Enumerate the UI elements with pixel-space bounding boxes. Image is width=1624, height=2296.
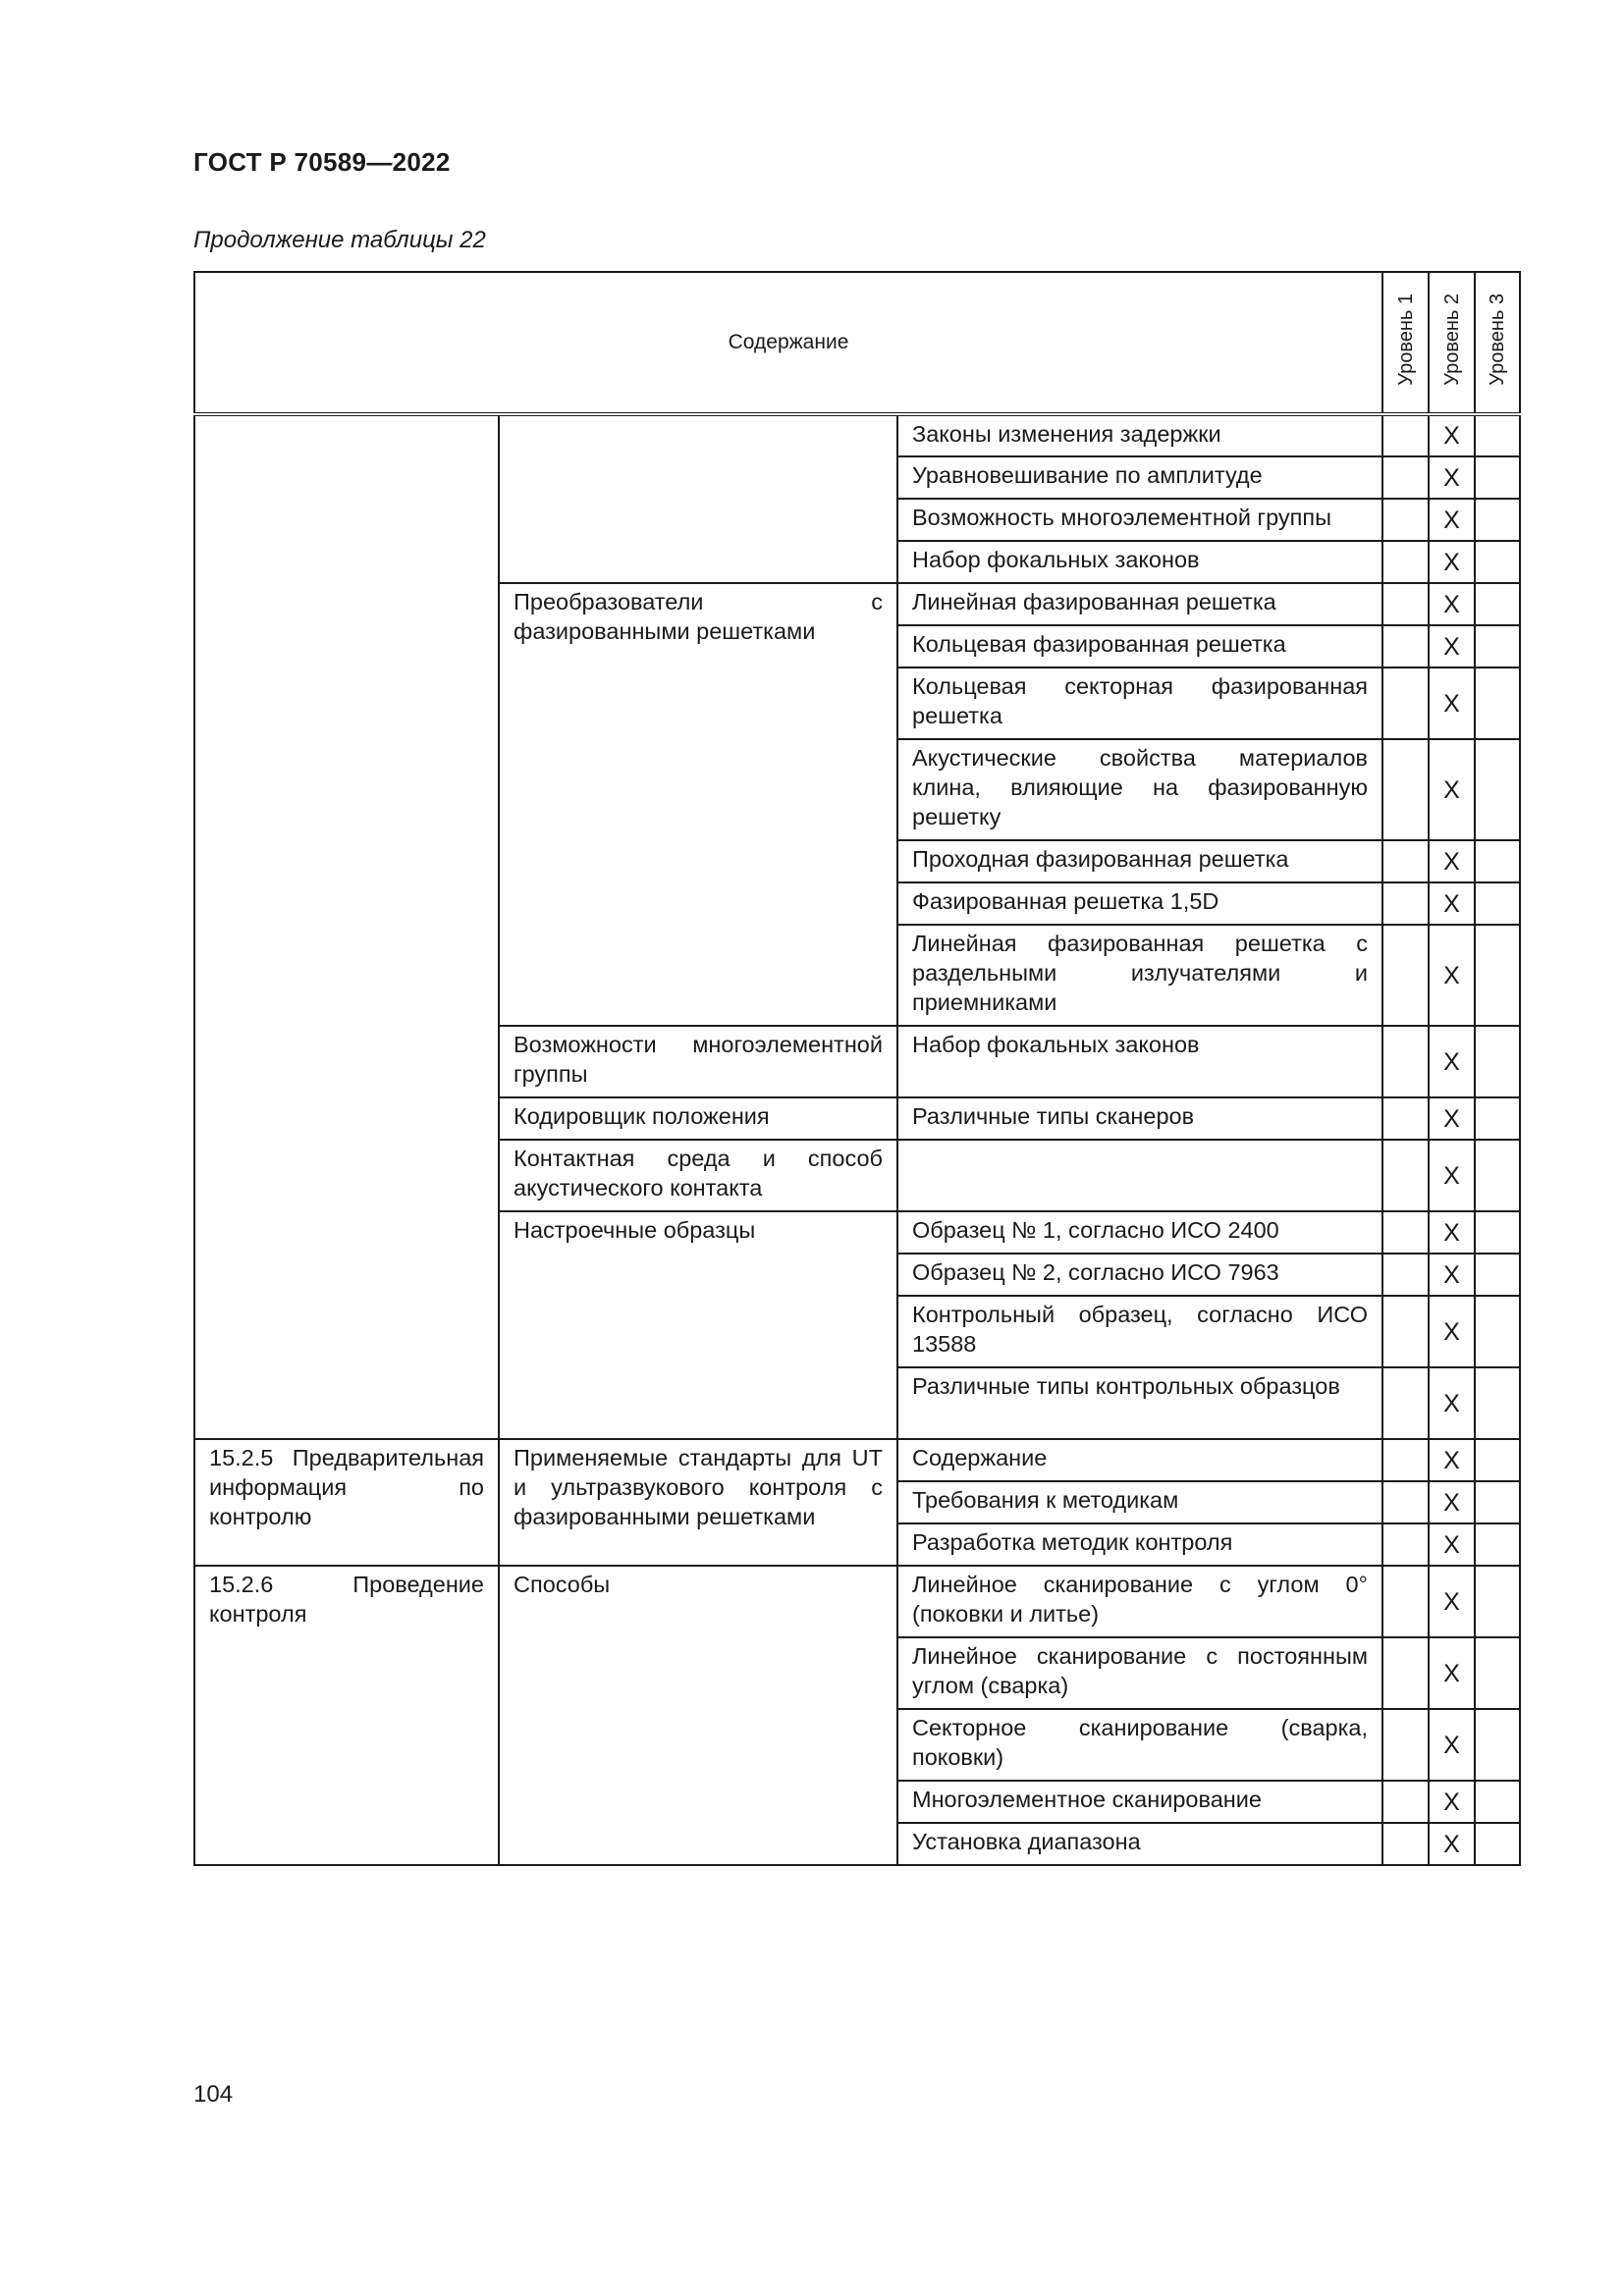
item-cell: Проходная фазированная решетка <box>897 840 1382 882</box>
level-3-cell <box>1475 541 1520 583</box>
header-level-2-label: Уровень 2 <box>1440 293 1463 386</box>
page-number: 104 <box>193 2081 234 2108</box>
level-2-mark: X <box>1429 1254 1475 1296</box>
level-1-cell <box>1382 739 1429 840</box>
level-3-cell <box>1475 1566 1520 1637</box>
level-3-cell <box>1475 1140 1520 1211</box>
level-1-cell <box>1382 1781 1429 1823</box>
level-3-cell <box>1475 1097 1520 1140</box>
item-cell: Возможность многоэлементной группы <box>897 499 1382 541</box>
item-cell: Контрольный образец, согласно ИСО 13588 <box>897 1296 1382 1367</box>
level-1-cell <box>1382 1709 1429 1781</box>
level-2-mark: X <box>1429 625 1475 667</box>
item-cell: Акустические свойства материалов клина, влияющие на фазированную решетку <box>897 739 1382 840</box>
level-3-cell <box>1475 1823 1520 1865</box>
level-1-cell <box>1382 667 1429 739</box>
level-1-cell <box>1382 1439 1429 1481</box>
item-cell: Набор фокальных законов <box>897 541 1382 583</box>
item-cell: Линейная фазированная решетка <box>897 583 1382 625</box>
item-cell: Кольцевая фазированная решетка <box>897 625 1382 667</box>
group-position-encoder: Кодировщик положения <box>499 1097 897 1140</box>
level-3-cell <box>1475 667 1520 739</box>
level-2-mark: X <box>1429 499 1475 541</box>
group-cell-continued <box>499 414 897 583</box>
level-3-cell <box>1475 583 1520 625</box>
level-2-mark: X <box>1429 583 1475 625</box>
level-1-cell <box>1382 1211 1429 1254</box>
level-2-mark: X <box>1429 1709 1475 1781</box>
item-cell: Линейное сканирование с постоянным углом (сварка) <box>897 1637 1382 1709</box>
level-1-cell <box>1382 1523 1429 1566</box>
item-cell: Набор фокальных законов <box>897 1026 1382 1097</box>
level-1-cell <box>1382 1637 1429 1709</box>
header-level-3-label: Уровень 3 <box>1487 293 1509 386</box>
level-3-cell <box>1475 1709 1520 1781</box>
level-1-cell <box>1382 1140 1429 1211</box>
level-2-mark: X <box>1429 1367 1475 1439</box>
level-1-cell <box>1382 414 1429 456</box>
level-1-cell <box>1382 499 1429 541</box>
level-2-mark: X <box>1429 1296 1475 1367</box>
level-2-mark: X <box>1429 1026 1475 1097</box>
competence-table <box>193 271 1521 1866</box>
table-row <box>194 414 1520 456</box>
level-3-cell <box>1475 1211 1520 1254</box>
group-calibration-blocks: Настроечные образцы <box>499 1211 897 1439</box>
section-cell-continued <box>194 414 499 1439</box>
section-15-2-5: 15.2.5 Предварительная информация по контролю <box>194 1439 499 1566</box>
table-caption: Продолжение таблицы 22 <box>193 227 486 253</box>
level-1-cell <box>1382 1367 1429 1439</box>
item-cell: Уравновешивание по амплитуде <box>897 456 1382 499</box>
item-cell: Требования к методикам <box>897 1481 1382 1523</box>
item-cell: Фазированная решетка 1,5D <box>897 882 1382 925</box>
level-3-cell <box>1475 414 1520 456</box>
level-1-cell <box>1382 583 1429 625</box>
level-2-mark: X <box>1429 739 1475 840</box>
group-standards: Применяемые стандарты для UT и ультразвукового контроля с фазированными решетками <box>499 1439 897 1566</box>
level-3-cell <box>1475 1254 1520 1296</box>
level-2-mark: X <box>1429 1140 1475 1211</box>
level-3-cell <box>1475 1523 1520 1566</box>
level-3-cell <box>1475 925 1520 1026</box>
header-level-2 <box>1429 272 1475 414</box>
level-1-cell <box>1382 882 1429 925</box>
level-2-mark: X <box>1429 925 1475 1026</box>
group-array-capabilities: Возможности многоэлементной группы <box>499 1026 897 1097</box>
level-2-mark: X <box>1429 1211 1475 1254</box>
level-1-cell <box>1382 1026 1429 1097</box>
group-methods: Способы <box>499 1566 897 1865</box>
item-cell: Секторное сканирование (сварка, поковки) <box>897 1709 1382 1781</box>
table-row <box>194 1566 1520 1637</box>
section-15-2-6: 15.2.6 Проведение контроля <box>194 1566 499 1865</box>
level-3-cell <box>1475 456 1520 499</box>
table-header-row <box>194 272 1520 414</box>
item-cell: Различные типы сканеров <box>897 1097 1382 1140</box>
level-3-cell <box>1475 499 1520 541</box>
level-1-cell <box>1382 1566 1429 1637</box>
item-cell-empty <box>897 1140 1382 1211</box>
level-2-mark: X <box>1429 1781 1475 1823</box>
level-1-cell <box>1382 1296 1429 1367</box>
item-cell: Образец № 1, согласно ИСО 2400 <box>897 1211 1382 1254</box>
level-2-mark: X <box>1429 667 1475 739</box>
item-cell: Линейное сканирование с углом 0° (поковки и литье) <box>897 1566 1382 1637</box>
level-1-cell <box>1382 1254 1429 1296</box>
level-3-cell <box>1475 739 1520 840</box>
group-phased-transducers: Преобразователи с фазированными решетками <box>499 583 897 1026</box>
level-1-cell <box>1382 840 1429 882</box>
header-level-1-label: Уровень 1 <box>1394 293 1417 386</box>
level-1-cell <box>1382 1097 1429 1140</box>
level-3-cell <box>1475 1637 1520 1709</box>
level-1-cell <box>1382 925 1429 1026</box>
level-2-mark: X <box>1429 456 1475 499</box>
level-3-cell <box>1475 1781 1520 1823</box>
level-3-cell <box>1475 1367 1520 1439</box>
level-2-mark: X <box>1429 1097 1475 1140</box>
group-couplant: Контактная среда и способ акустического контакта <box>499 1140 897 1211</box>
level-1-cell <box>1382 1481 1429 1523</box>
level-2-mark: X <box>1429 1823 1475 1865</box>
item-cell: Образец № 2, согласно ИСО 7963 <box>897 1254 1382 1296</box>
level-3-cell <box>1475 625 1520 667</box>
level-1-cell <box>1382 1823 1429 1865</box>
level-2-mark: X <box>1429 840 1475 882</box>
header-level-1 <box>1382 272 1429 414</box>
level-3-cell <box>1475 882 1520 925</box>
level-2-mark: X <box>1429 541 1475 583</box>
level-2-mark: X <box>1429 1637 1475 1709</box>
level-1-cell <box>1382 541 1429 583</box>
item-cell: Установка диапазона <box>897 1823 1382 1865</box>
level-2-mark: X <box>1429 1523 1475 1566</box>
level-3-cell <box>1475 1439 1520 1481</box>
header-level-3 <box>1475 272 1520 414</box>
level-2-mark: X <box>1429 1566 1475 1637</box>
level-3-cell <box>1475 1296 1520 1367</box>
table-row <box>194 1439 1520 1481</box>
item-cell: Кольцевая секторная фазированная решетка <box>897 667 1382 739</box>
item-cell: Законы изменения задержки <box>897 414 1382 456</box>
level-3-cell <box>1475 840 1520 882</box>
level-3-cell <box>1475 1481 1520 1523</box>
level-1-cell <box>1382 625 1429 667</box>
item-cell: Различные типы контрольных образцов <box>897 1367 1382 1439</box>
level-3-cell <box>1475 1026 1520 1097</box>
document-code: ГОСТ Р 70589—2022 <box>193 147 451 177</box>
level-1-cell <box>1382 456 1429 499</box>
header-content: Содержание <box>194 272 1382 414</box>
level-2-mark: X <box>1429 882 1475 925</box>
item-cell: Содержание <box>897 1439 1382 1481</box>
item-cell: Многоэлементное сканирование <box>897 1781 1382 1823</box>
level-2-mark: X <box>1429 1439 1475 1481</box>
item-cell: Линейная фазированная решетка с раздельными излучателями и приемниками <box>897 925 1382 1026</box>
level-2-mark: X <box>1429 414 1475 456</box>
level-2-mark: X <box>1429 1481 1475 1523</box>
item-cell: Разработка методик контроля <box>897 1523 1382 1566</box>
